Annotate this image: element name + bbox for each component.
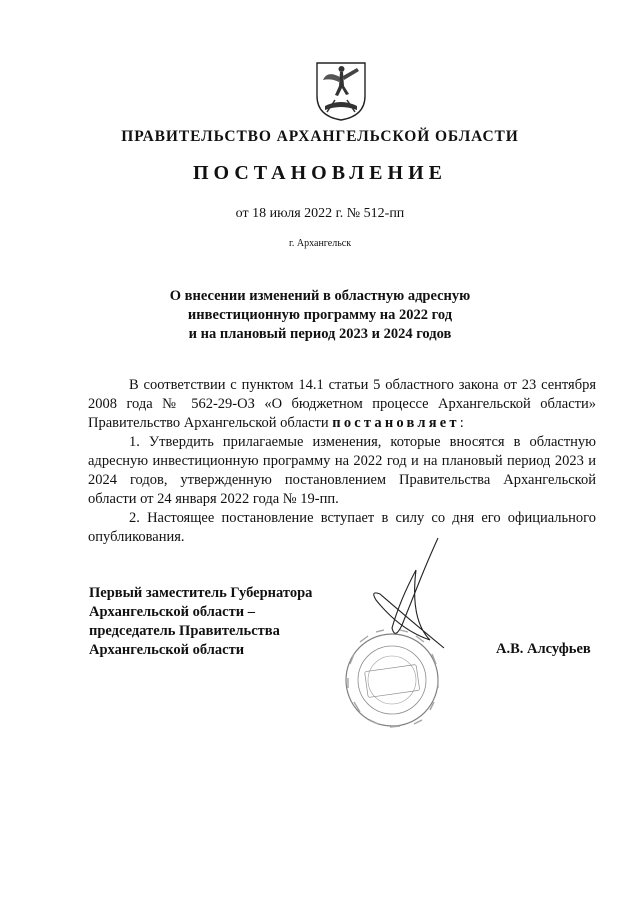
city: г. Архангельск: [288, 238, 352, 249]
paragraph: 1. Утвердить прилагаемые изменения, которые вносятся в областную адресную инвестиционную программу на 2022 год и на плановый период 2023 и 2024 годов, утвержденную постановлением Правительства Архангельской области от 24 января 2022 года № 19-пп.: [88, 434, 596, 507]
coat-of-arms-icon: [313, 60, 369, 122]
document-subject: [0, 287, 640, 344]
subject-line: инвестиционную программу на 2022 год: [187, 307, 453, 323]
signature-and-seal: [340, 530, 450, 735]
resolution-keyword: постановляет: [332, 415, 460, 431]
position-line: Первый заместитель Губернатора: [89, 585, 313, 601]
position-line: председатель Правительства: [89, 623, 280, 639]
paragraph-end: :: [459, 415, 464, 431]
paragraph-text: В соответствии с пунктом 14.1 статьи 5 областного закона от 23 сентября 2008 года № 562-29-ОЗ «О бюджетном процессе Архангельской области» Правительство Архангельской области: [88, 377, 596, 431]
subject-line: и на плановый период 2023 и 2024 годов: [188, 326, 452, 342]
signatory-name: А.В. Алсуфьев: [496, 641, 591, 657]
document-type: ПОСТАНОВЛЕНИЕ: [193, 162, 447, 184]
date-number: от 18 июля 2022 г. № 512-пп: [235, 206, 405, 221]
document-body: [88, 376, 596, 547]
paragraph: 2. Настоящее постановление вступает в силу со дня его официального опубликования.: [88, 510, 596, 545]
signatory-position: [89, 584, 312, 660]
government-title: ПРАВИТЕЛЬСТВО АРХАНГЕЛЬСКОЙ ОБЛАСТИ: [121, 128, 519, 145]
subject-line: О внесении изменений в областную адресную: [169, 288, 471, 304]
seal-stamp: [346, 630, 438, 727]
position-line: Архангельской области –: [89, 604, 255, 620]
handwritten-signature: [374, 538, 444, 648]
paragraph: [88, 376, 596, 433]
position-line: Архангельской области: [89, 642, 245, 658]
